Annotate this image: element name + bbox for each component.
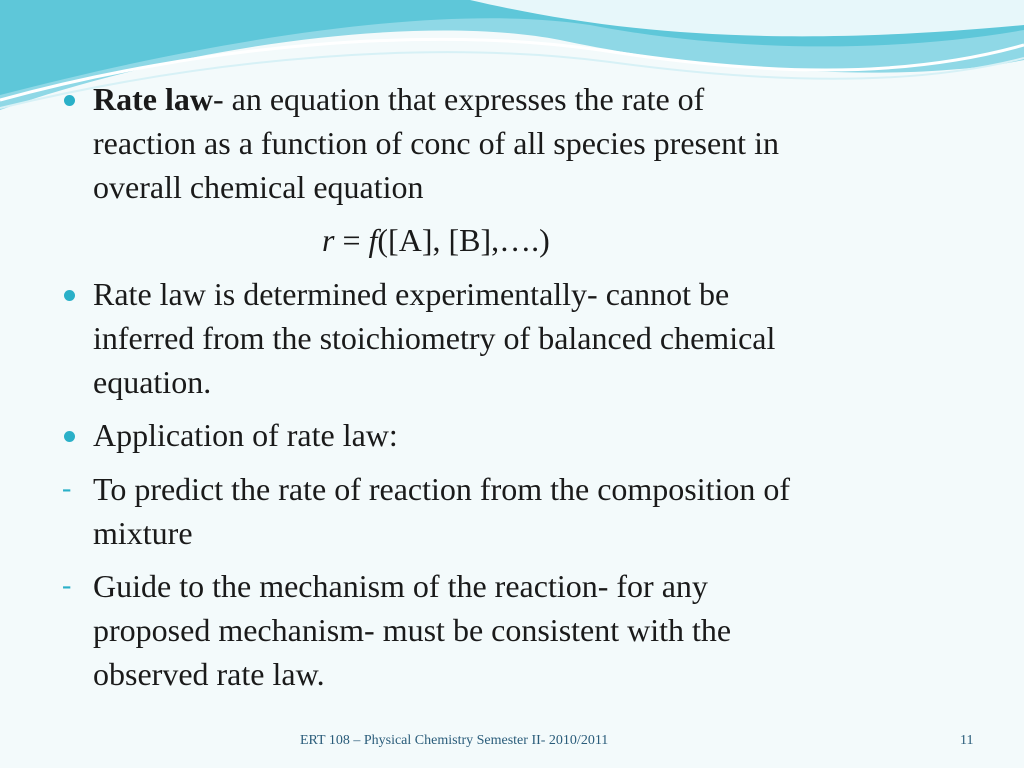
rate-law-term: Rate law bbox=[93, 81, 213, 117]
bullet2-line3: equation. bbox=[93, 364, 212, 400]
sub1-line2: mixture bbox=[93, 515, 193, 551]
formula-equals: = bbox=[334, 222, 369, 258]
sub2-line2: proposed mechanism- must be consistent with the bbox=[93, 612, 732, 648]
formula-args: ([A], [B],….) bbox=[377, 222, 550, 258]
rate-law-formula bbox=[322, 218, 550, 262]
sub2-line1: Guide to the mechanism of the reaction- for any bbox=[93, 568, 708, 604]
bullet2-line2: inferred from the stoichiometry of balanced chemical bbox=[93, 320, 776, 356]
bullet1-line1-rest: - an equation that expresses the rate of bbox=[212, 81, 705, 117]
bullet-dot bbox=[64, 95, 75, 106]
dash-marker: - bbox=[62, 570, 72, 601]
bullet1-line3: overall chemical equation bbox=[93, 169, 424, 205]
formula-r: r bbox=[322, 222, 335, 258]
bullet2-line1: Rate law is determined experimentally- cannot be bbox=[93, 276, 730, 312]
dash-marker: - bbox=[62, 473, 72, 504]
sub2-line3: observed rate law. bbox=[93, 656, 325, 692]
footer-text: ERT 108 – Physical Chemistry Semester II- 2010/2011 bbox=[300, 733, 609, 748]
formula-f: f bbox=[368, 222, 378, 258]
bullet3-line1: Application of rate law: bbox=[93, 417, 398, 453]
sub1-line1: To predict the rate of reaction from the composition of bbox=[93, 471, 791, 507]
bullet1-line1 bbox=[93, 77, 704, 121]
bullet-dot bbox=[64, 290, 75, 301]
bullet-dot bbox=[64, 431, 75, 442]
page-number: 11 bbox=[960, 733, 974, 748]
bullet1-line2: reaction as a function of conc of all species present in bbox=[93, 125, 779, 161]
